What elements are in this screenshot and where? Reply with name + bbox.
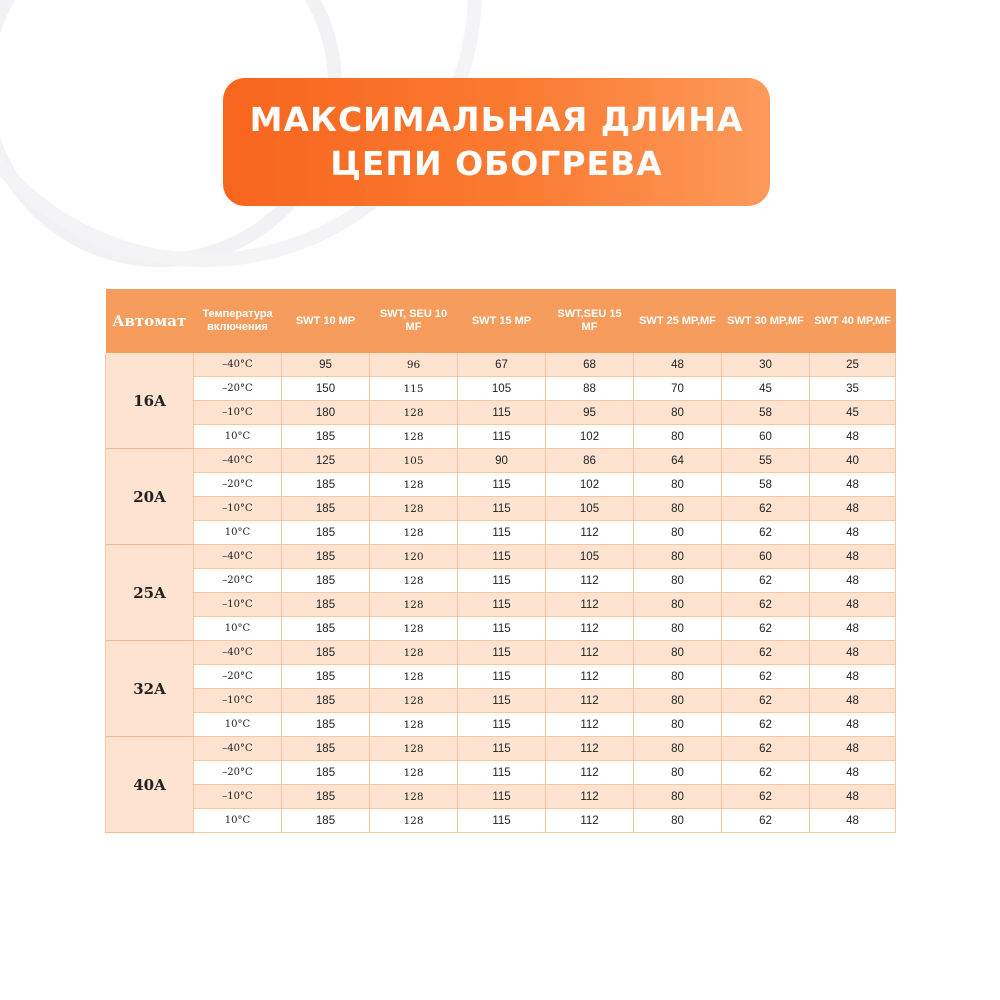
length-value-cell: 62 [722,521,810,545]
table-row [106,737,896,761]
length-value-cell: 115 [458,761,546,785]
length-value-cell: 62 [722,593,810,617]
length-value-cell: 62 [722,641,810,665]
length-value-cell: 105 [458,377,546,401]
length-value-cell: 185 [282,737,370,761]
length-value-cell: 80 [634,713,722,737]
length-value-cell: 48 [810,641,896,665]
temperature-cell: 10°C [194,425,282,449]
length-value-cell: 128 [370,593,458,617]
length-value-cell: 80 [634,785,722,809]
length-value-cell: 185 [282,641,370,665]
temperature-cell: –40°C [194,737,282,761]
length-value-cell: 128 [370,569,458,593]
length-value-cell: 48 [810,737,896,761]
length-value-cell: 112 [546,737,634,761]
length-value-cell: 48 [810,473,896,497]
length-value-cell: 120 [370,545,458,569]
length-value-cell: 58 [722,401,810,425]
length-value-cell: 185 [282,593,370,617]
length-value-cell: 62 [722,569,810,593]
length-value-cell: 115 [458,569,546,593]
length-value-cell: 60 [722,425,810,449]
length-value-cell: 112 [546,641,634,665]
length-value-cell: 128 [370,641,458,665]
length-value-cell: 185 [282,521,370,545]
length-value-cell: 60 [722,545,810,569]
length-value-cell: 86 [546,449,634,473]
length-value-cell: 80 [634,569,722,593]
table-row [106,353,896,377]
length-value-cell: 185 [282,473,370,497]
length-value-cell: 62 [722,497,810,521]
temperature-cell: –10°C [194,689,282,713]
length-value-cell: 115 [458,617,546,641]
table-row [106,617,896,641]
length-value-cell: 58 [722,473,810,497]
length-value-cell: 48 [634,353,722,377]
length-value-cell: 112 [546,713,634,737]
table-header-row [106,289,896,353]
temperature-cell: –20°C [194,569,282,593]
breaker-cell: 25A [106,545,194,641]
length-value-cell: 115 [458,593,546,617]
length-value-cell: 115 [458,401,546,425]
length-value-cell: 48 [810,521,896,545]
length-value-cell: 102 [546,473,634,497]
length-value-cell: 48 [810,665,896,689]
header-swt15mp: SWT 15 MP [458,289,546,353]
length-value-cell: 185 [282,569,370,593]
length-value-cell: 115 [458,497,546,521]
header-temperature: Температура включения [194,289,282,353]
length-value-cell: 112 [546,785,634,809]
length-value-cell: 185 [282,425,370,449]
temperature-cell: 10°C [194,713,282,737]
length-value-cell: 62 [722,713,810,737]
table-row [106,521,896,545]
length-value-cell: 80 [634,425,722,449]
length-value-cell: 185 [282,497,370,521]
length-value-cell: 45 [722,377,810,401]
length-value-cell: 128 [370,809,458,833]
length-value-cell: 67 [458,353,546,377]
temperature-cell: –10°C [194,497,282,521]
length-value-cell: 115 [458,713,546,737]
length-value-cell: 115 [458,641,546,665]
length-value-cell: 48 [810,713,896,737]
length-value-cell: 115 [458,425,546,449]
temperature-cell: 10°C [194,617,282,641]
length-value-cell: 180 [282,401,370,425]
length-value-cell: 48 [810,497,896,521]
header-swt30: SWT 30 MP,MF [722,289,810,353]
table-row [106,449,896,473]
title-line-2: ЦЕПИ ОБОГРЕВА [330,144,663,183]
length-value-cell: 48 [810,785,896,809]
length-value-cell: 62 [722,785,810,809]
header-swt25: SWT 25 MP,MF [634,289,722,353]
length-value-cell: 48 [810,569,896,593]
length-value-cell: 150 [282,377,370,401]
table-row [106,425,896,449]
length-value-cell: 115 [458,545,546,569]
length-value-cell: 48 [810,761,896,785]
length-value-cell: 115 [458,785,546,809]
length-value-cell: 80 [634,809,722,833]
table-row [106,545,896,569]
length-value-cell: 112 [546,761,634,785]
header-swt-seu10mf: SWT, SEU 10 MF [370,289,458,353]
length-value-cell: 125 [282,449,370,473]
length-value-cell: 112 [546,689,634,713]
breaker-cell: 40A [106,737,194,833]
table-row [106,377,896,401]
length-value-cell: 115 [458,665,546,689]
length-value-cell: 64 [634,449,722,473]
title-banner [223,78,770,206]
length-value-cell: 90 [458,449,546,473]
length-value-cell: 128 [370,737,458,761]
length-value-cell: 112 [546,521,634,545]
length-value-cell: 88 [546,377,634,401]
length-value-cell: 55 [722,449,810,473]
length-value-cell: 185 [282,689,370,713]
length-value-cell: 80 [634,473,722,497]
length-value-cell: 112 [546,593,634,617]
length-value-cell: 30 [722,353,810,377]
length-value-cell: 185 [282,545,370,569]
length-value-cell: 35 [810,377,896,401]
length-value-cell: 62 [722,665,810,689]
length-value-cell: 128 [370,785,458,809]
table-row [106,569,896,593]
length-value-cell: 45 [810,401,896,425]
length-value-cell: 185 [282,809,370,833]
length-value-cell: 115 [458,473,546,497]
length-value-cell: 115 [458,521,546,545]
length-value-cell: 48 [810,617,896,641]
header-swt-seu15mf: SWT,SEU 15 MF [546,289,634,353]
length-value-cell: 80 [634,737,722,761]
length-value-cell: 48 [810,689,896,713]
temperature-cell: –20°C [194,761,282,785]
length-value-cell: 128 [370,713,458,737]
temperature-cell: –20°C [194,377,282,401]
header-swt10mp: SWT 10 MP [282,289,370,353]
length-value-cell: 62 [722,761,810,785]
length-value-cell: 62 [722,809,810,833]
temperature-cell: –40°C [194,641,282,665]
temperature-cell: –40°C [194,353,282,377]
breaker-cell: 20A [106,449,194,545]
length-value-cell: 80 [634,521,722,545]
length-value-cell: 105 [370,449,458,473]
temperature-cell: –40°C [194,545,282,569]
length-value-cell: 40 [810,449,896,473]
table-row [106,593,896,617]
length-value-cell: 115 [458,809,546,833]
length-value-cell: 128 [370,665,458,689]
temperature-cell: –20°C [194,665,282,689]
temperature-cell: –20°C [194,473,282,497]
table-row [106,641,896,665]
breaker-cell: 16A [106,353,194,449]
length-value-cell: 112 [546,665,634,689]
length-value-cell: 105 [546,545,634,569]
temperature-cell: 10°C [194,809,282,833]
temperature-cell: –10°C [194,401,282,425]
table-row [106,473,896,497]
length-value-cell: 70 [634,377,722,401]
temperature-cell: –10°C [194,785,282,809]
length-value-cell: 80 [634,641,722,665]
length-value-cell: 80 [634,401,722,425]
length-value-cell: 80 [634,665,722,689]
length-value-cell: 128 [370,617,458,641]
table-row [106,401,896,425]
header-avtomat: Автомат [106,289,194,353]
length-value-cell: 80 [634,497,722,521]
length-value-cell: 128 [370,689,458,713]
length-value-cell: 62 [722,617,810,641]
length-value-cell: 48 [810,545,896,569]
table-row [106,497,896,521]
length-value-cell: 96 [370,353,458,377]
table-row [106,761,896,785]
length-value-cell: 62 [722,737,810,761]
length-value-cell: 80 [634,617,722,641]
length-value-cell: 105 [546,497,634,521]
length-value-cell: 62 [722,689,810,713]
length-value-cell: 95 [546,401,634,425]
length-value-cell: 185 [282,617,370,641]
length-value-cell: 25 [810,353,896,377]
length-value-cell: 48 [810,593,896,617]
length-value-cell: 112 [546,809,634,833]
length-value-cell: 185 [282,761,370,785]
header-swt40: SWT 40 MP,MF [810,289,896,353]
length-value-cell: 185 [282,785,370,809]
length-value-cell: 80 [634,761,722,785]
breaker-cell: 32A [106,641,194,737]
table-row [106,809,896,833]
length-value-cell: 115 [458,737,546,761]
length-value-cell: 128 [370,521,458,545]
temperature-cell: –40°C [194,449,282,473]
length-value-cell: 48 [810,809,896,833]
length-value-cell: 48 [810,425,896,449]
length-value-cell: 112 [546,569,634,593]
length-value-cell: 128 [370,425,458,449]
length-value-cell: 115 [458,689,546,713]
length-value-cell: 102 [546,425,634,449]
length-value-cell: 128 [370,401,458,425]
length-value-cell: 185 [282,713,370,737]
length-value-cell: 128 [370,497,458,521]
temperature-cell: 10°C [194,521,282,545]
length-value-cell: 95 [282,353,370,377]
length-value-cell: 68 [546,353,634,377]
length-value-cell: 128 [370,761,458,785]
length-value-cell: 115 [370,377,458,401]
length-value-cell: 112 [546,617,634,641]
length-value-cell: 80 [634,545,722,569]
title-line-1: МАКСИМАЛЬНАЯ ДЛИНА [249,100,744,139]
table-row [106,665,896,689]
length-value-cell: 80 [634,593,722,617]
table-row [106,785,896,809]
length-value-cell: 185 [282,665,370,689]
length-value-cell: 80 [634,689,722,713]
temperature-cell: –10°C [194,593,282,617]
heating-length-table [105,289,896,833]
length-value-cell: 128 [370,473,458,497]
table-row [106,689,896,713]
table-row [106,713,896,737]
